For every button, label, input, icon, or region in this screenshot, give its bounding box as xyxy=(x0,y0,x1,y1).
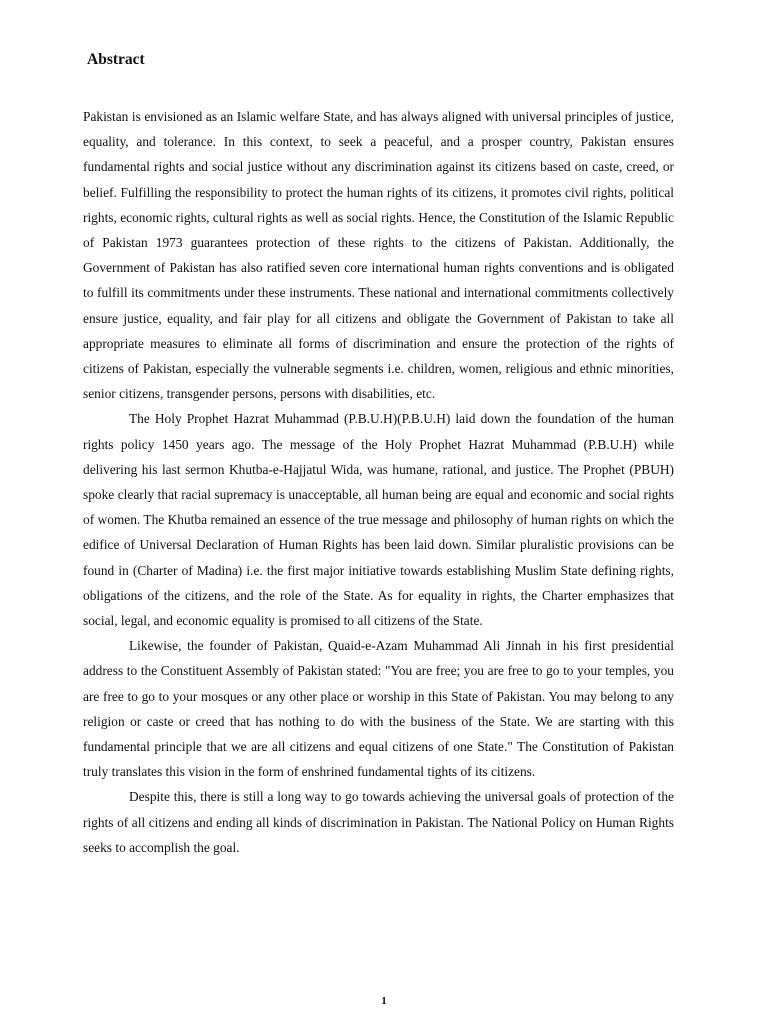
abstract-body xyxy=(83,104,674,860)
paragraph-conclusion: Despite this, there is still a long way to go towards achieving the universal goals of protection of the rights of all citizens and ending all kinds of discrimination in Pakistan. The National Policy on Human Rights seeks to accomplish the goal. xyxy=(83,789,674,855)
section-heading: Abstract xyxy=(87,51,145,68)
paragraph-jinnah: Likewise, the founder of Pakistan, Quaid-e-Azam Muhammad Ali Jinnah in his first presidential address to the Constituent Assembly of Pakistan stated: "You are free; you are free to go to your temples, you are free to go to your mosques or any other place or worship in this State of Pakistan. You may belong to any religion or caste or creed that has nothing to do with the business of the State. We are starting with this fundamental principle that we are all citizens and equal citizens of one State." The Constitution of Pakistan truly translates this vision in the form of enshrined fundamental tights of its citizens. xyxy=(83,638,674,780)
paragraph-prophet: The Holy Prophet Hazrat Muhammad (P.B.U.H)(P.B.U.H) laid down the foundation of the human rights policy 1450 years ago. The message of the Holy Prophet Hazrat Muhammad (P.B.U.H) while delivering his last sermon Khutba-e-Hajjatul Wida, was humane, rational, and justice. The Prophet (PBUH) spoke clearly that racial supremacy is unacceptable, all human being are equal and economic and social rights of women. The Khutba remained an essence of the true message and philosophy of human rights on which the edifice of Universal Declaration of Human Rights has been laid down. Similar pluralistic provisions can be found in (Charter of Madina) i.e. the first major initiative towards establishing Muslim State defining rights, obligations of the citizens, and the role of the State. As for equality in rights, the Charter emphasizes that social, legal, and economic equality is promised to all citizens of the State. xyxy=(83,411,674,629)
page-number: 1 xyxy=(381,995,387,1007)
paragraph-intro: Pakistan is envisioned as an Islamic welfare State, and has always aligned with universal principles of justice, equality, and tolerance. In this context, to seek a peaceful, and a prosper country, Pakistan ensures fundamental rights and social justice without any discrimination against its citizens based on caste, creed, or belief. Fulfilling the responsibility to protect the human rights of its citizens, it promotes civil rights, political rights, economic rights, cultural rights as well as social rights. Hence, the Constitution of the Islamic Republic of Pakistan 1973 guarantees protection of these rights to the citizens of Pakistan. Additionally, the Government of Pakistan has also ratified seven core international human rights conventions and is obligated to fulfill its commitments under these instruments. These national and international commitments collectively ensure justice, equality, and fair play for all citizens and obligate the Government of Pakistan to take all appropriate measures to eliminate all forms of discrimination and ensure the protection of the rights of citizens of Pakistan, especially the vulnerable segments i.e. children, women, religious and ethnic minorities, senior citizens, transgender persons, persons with disabilities, etc. xyxy=(83,109,674,402)
